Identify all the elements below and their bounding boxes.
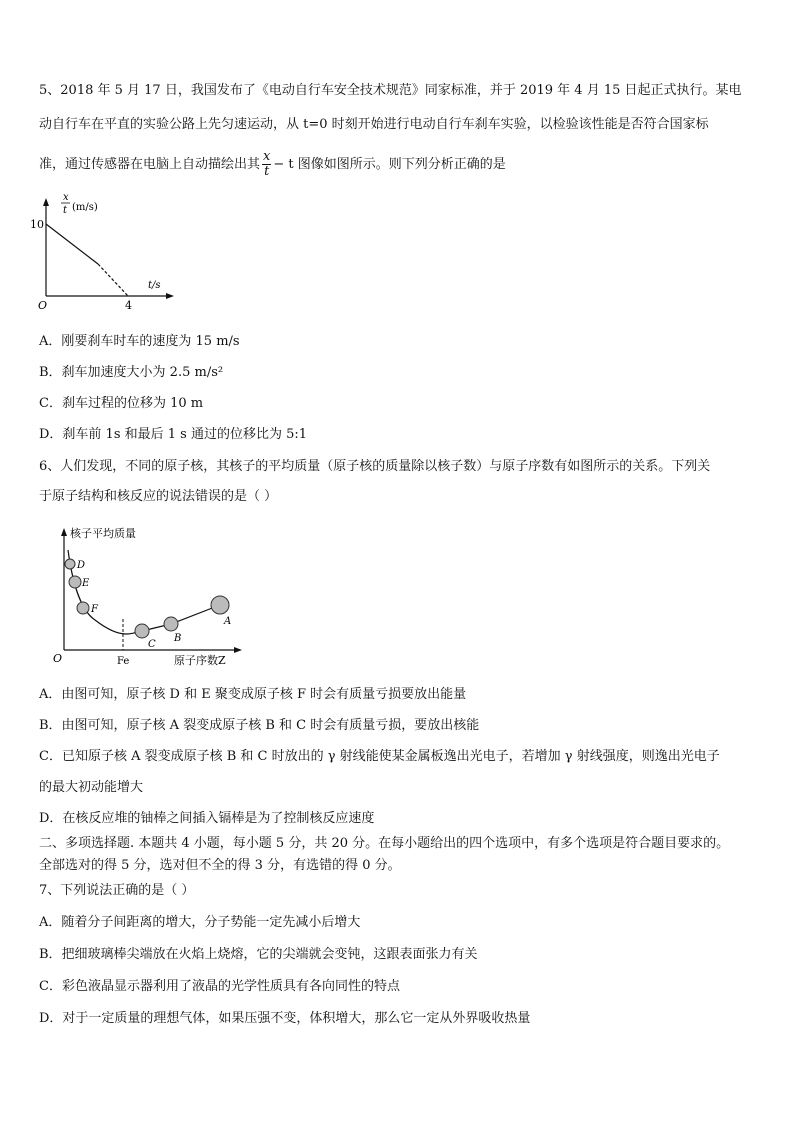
q5-fraction-num: x: [263, 149, 271, 164]
q5-graph-x-label: t/s: [148, 280, 161, 291]
q5-graph-x-tick: 4: [125, 299, 132, 312]
q7-stem: 7、下列说法正确的是（ ）: [39, 883, 195, 898]
q5-graph-y-unit: (m/s): [72, 202, 98, 213]
q7-option-d: D．对于一定质量的理想气体，如果压强不变，体积增大，那么它一定从外界吸收热量: [39, 1011, 531, 1026]
q6-graph-x-label: 原子序数Z: [174, 654, 226, 667]
q6-label-a: A: [224, 616, 232, 627]
q5-line-3: [39, 150, 506, 179]
q7-option-b: B．把细玻璃棒尖端放在火焰上烧熔，它的尖端就会变钝，这跟表面张力有关: [39, 947, 478, 962]
q6-point-e: [69, 576, 81, 588]
q6-point-f: [77, 602, 89, 614]
q6-point-a: [211, 596, 229, 614]
q6-point-c: [135, 624, 149, 638]
q6-option-a: A．由图可知，原子核 D 和 E 聚变成原子核 F 时会有质量亏损要放出能量: [39, 687, 467, 702]
q5-graph-y-den: t: [63, 205, 68, 216]
q6-label-c: C: [148, 639, 156, 650]
q5-option-a: A．刚要刹车时车的速度为 15 m/s: [39, 334, 240, 349]
q6-graph: [50, 520, 250, 672]
q5-option-b: B．刹车加速度大小为 2.5 m/s²: [39, 365, 224, 380]
q5-graph-origin: O: [38, 299, 48, 312]
q5-graph-y-num: x: [63, 192, 69, 203]
q7-option-a: A．随着分子间距离的增大，分子势能一定先减小后增大: [39, 915, 361, 930]
q5-fraction: [262, 150, 271, 179]
q5-line-3-pre: 准，通过传感器在电脑上自动描绘出其: [39, 157, 261, 172]
q6-option-c-continued: 的最大初动能增大: [39, 780, 144, 795]
section2-line-1: 二、多项选择题. 本题共 4 小题，每小题 5 分，共 20 分。在每小题给出的四个选项中，有多个选项是符合题目要求的。: [39, 836, 730, 851]
q5-graph-solid-line: [46, 224, 98, 264]
q5-option-c: C．刹车过程的位移为 10 m: [39, 396, 204, 411]
q6-line-2: 于原子结构和核反应的说法错误的是（ ）: [39, 489, 278, 504]
q5-line-3-post: − t 图像如图所示。则下列分析正确的是: [273, 157, 506, 172]
q6-line-1: 6、人们发现，不同的原子核，其核子的平均质量（原子核的质量除以核子数）与原子序数有如图所示的关系。下列关: [39, 459, 711, 474]
section2-line-2: 全部选对的得 5 分，选对但不全的得 3 分，有选错的得 0 分。: [39, 858, 401, 873]
q5-fraction-den: t: [264, 164, 270, 179]
q6-graph-fe-label: Fe: [117, 656, 130, 667]
q5-graph-dashed-line: [98, 264, 128, 296]
q5-line-2: 动自行车在平直的实验公路上先匀速运动，从 t=0 时刻开始进行电动自行车刹车实验，以检验该性能是否符合国家标: [39, 117, 709, 132]
q6-option-c: C．已知原子核 A 裂变成原子核 B 和 C 时放出的 γ 射线能使某金属板逸出光电子，若增加 γ 射线强度，则逸出光电子: [39, 749, 720, 764]
q6-label-f: F: [91, 604, 98, 615]
q6-point-b: [164, 617, 178, 631]
q5-graph: [30, 188, 190, 314]
q6-label-d: D: [77, 560, 86, 571]
q6-option-d: D．在核反应堆的铀棒之间插入镉棒是为了控制核反应速度: [39, 811, 375, 826]
q6-label-e: E: [82, 578, 90, 589]
q6-label-b: B: [174, 633, 182, 644]
q7-option-c: C．彩色液晶显示器利用了液晶的光学性质具有各向同性的特点: [39, 979, 400, 994]
q5-option-d: D．刹车前 1s 和最后 1 s 通过的位移比为 5:1: [39, 427, 308, 442]
q5-graph-y-tick: 10: [30, 218, 44, 231]
q6-graph-curve: [68, 550, 220, 634]
q6-point-d: [65, 559, 75, 569]
q5-line-1: 5、2018 年 5 月 17 日，我国发布了《电动自行车安全技术规范》同家标准，并于 2019 年 4 月 15 日起正式执行。某电: [39, 83, 742, 98]
q6-graph-y-label: 核子平均质量: [70, 527, 136, 540]
q6-graph-origin: O: [53, 652, 63, 665]
q6-option-b: B．由图可知，原子核 A 裂变成原子核 B 和 C 时会有质量亏损，要放出核能: [39, 718, 480, 733]
